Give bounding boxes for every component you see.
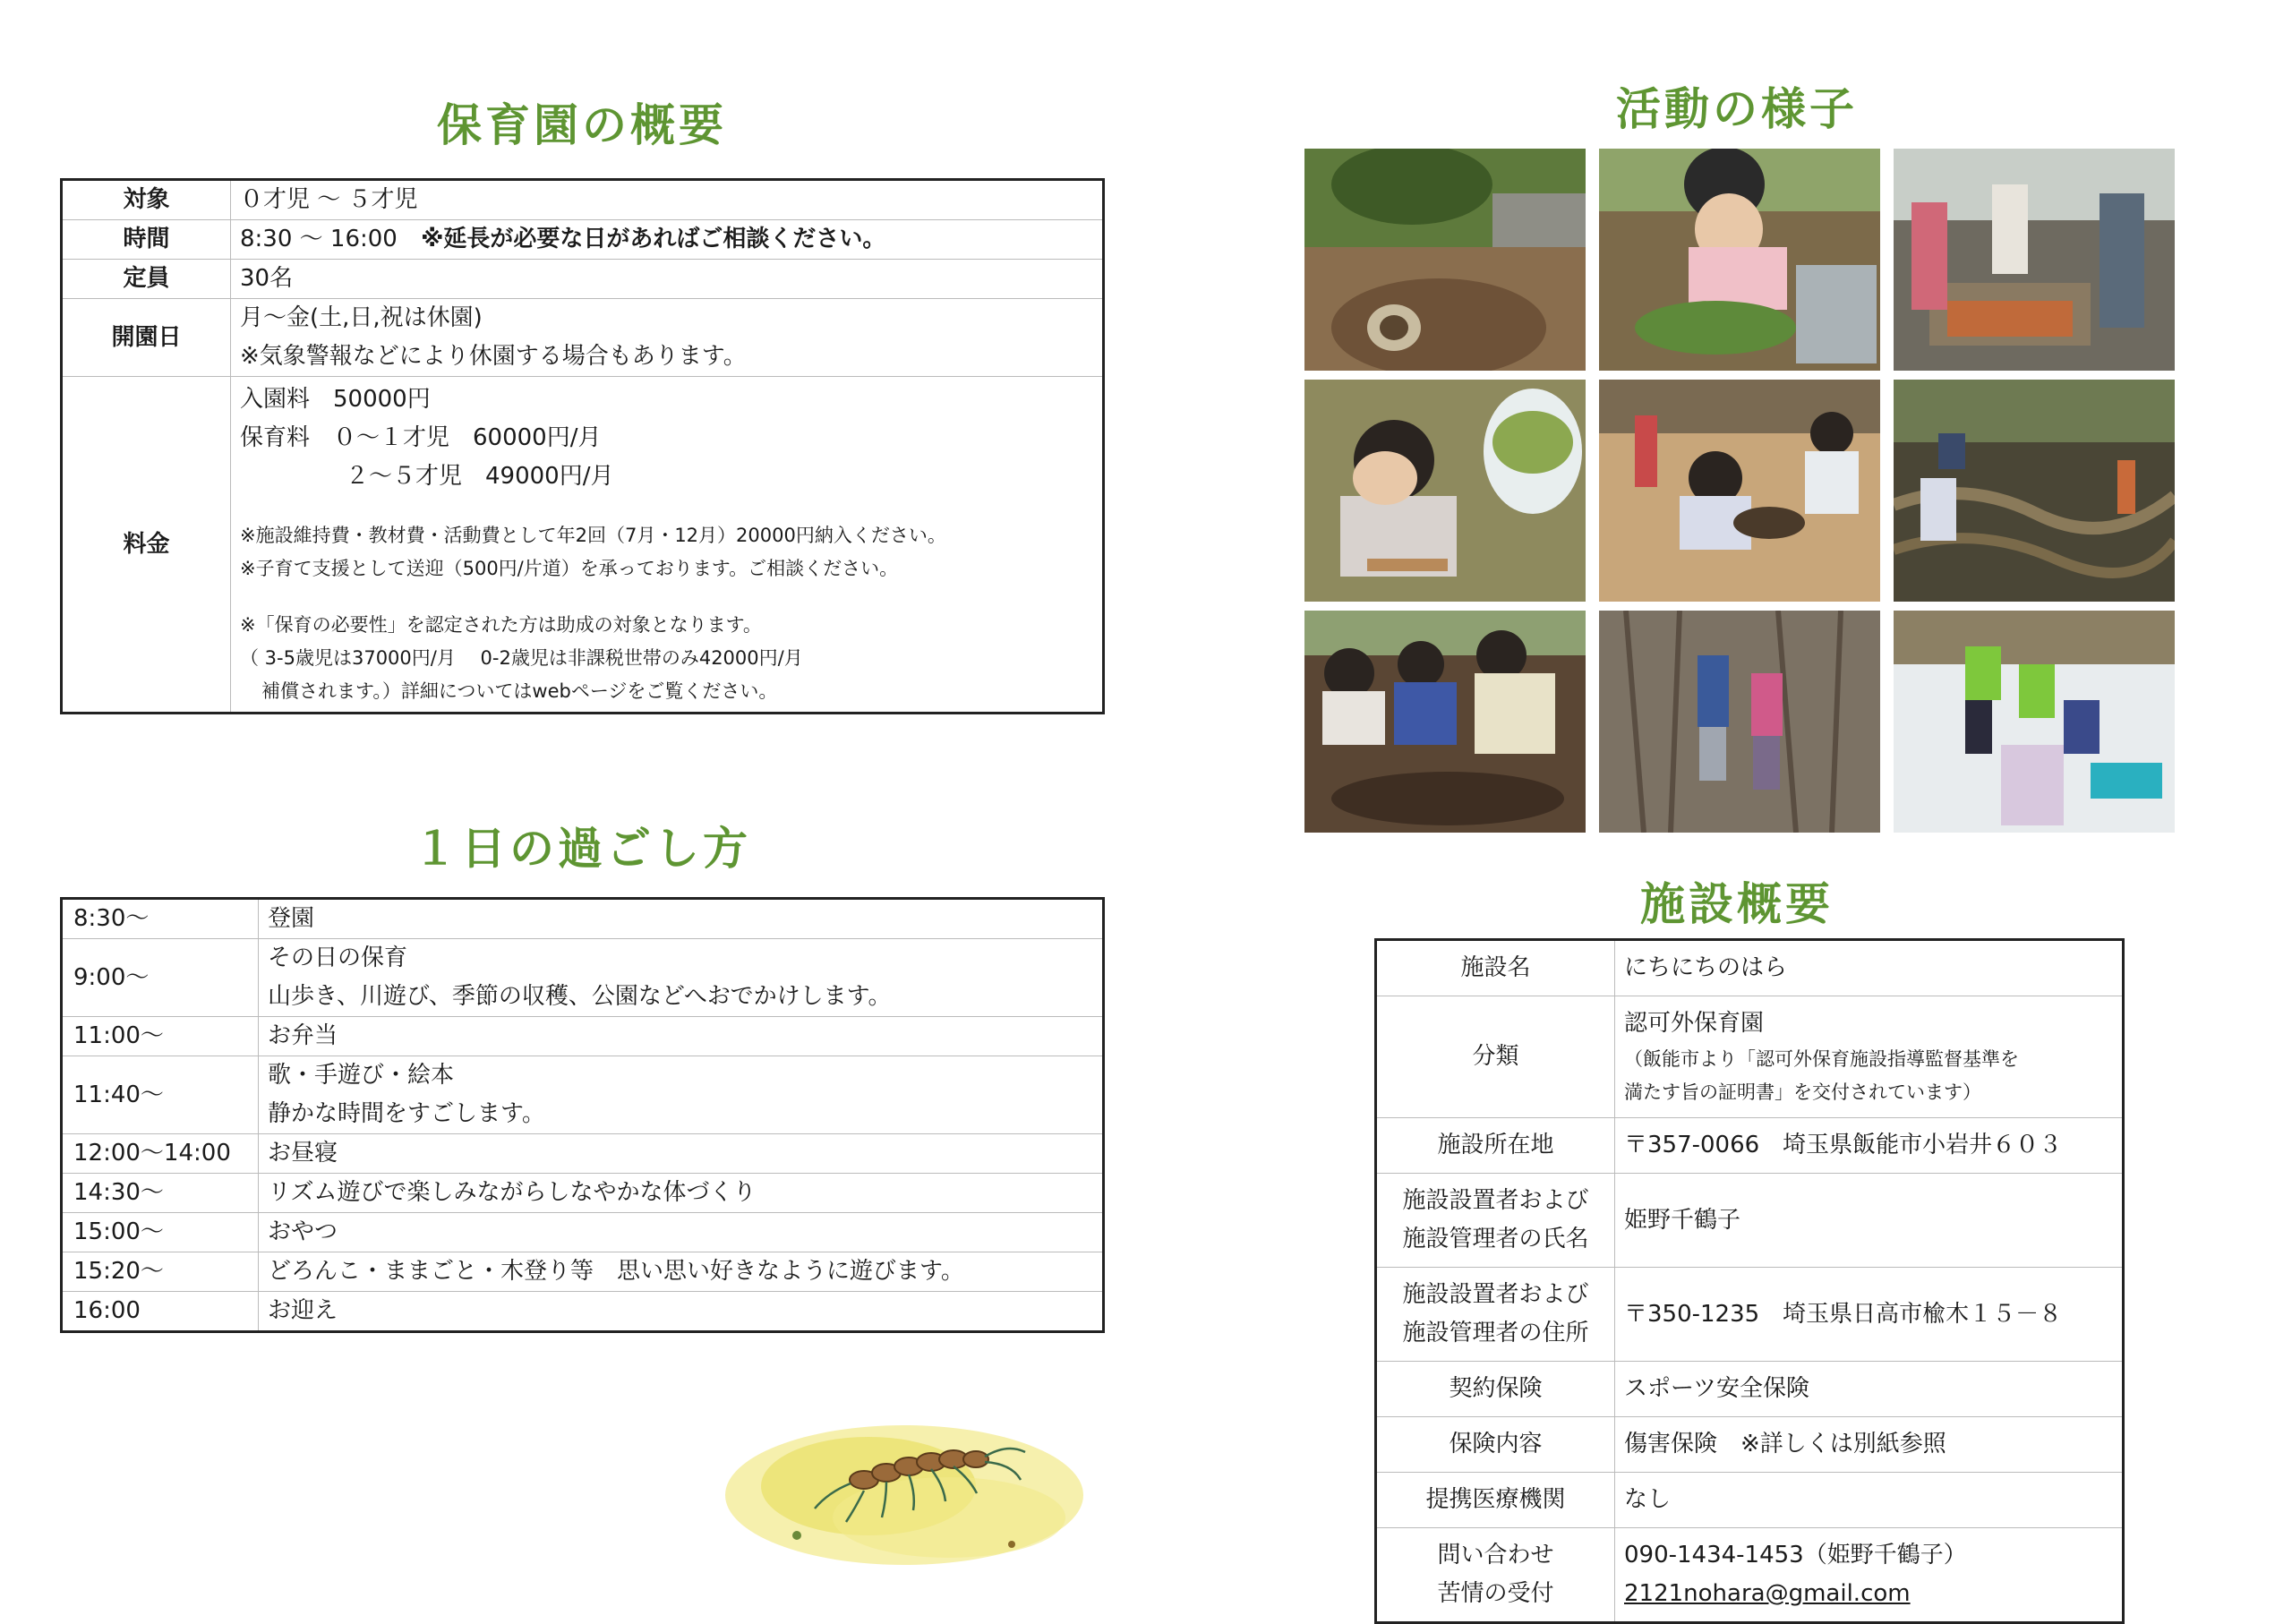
schedule-activity: お昼寝 xyxy=(259,1134,1104,1174)
schedule-time: 14:30〜 xyxy=(62,1174,259,1213)
medical-label: 提携医療機関 xyxy=(1376,1473,1615,1528)
contact-label: 問い合わせ xyxy=(1437,1542,1554,1568)
fee-label: 料金 xyxy=(62,377,231,714)
schedule-table xyxy=(60,897,1105,1333)
schedule-activity: どろんこ・ままごと・木登り等 思い思い好きなように遊びます。 xyxy=(259,1252,1104,1292)
table-row xyxy=(1376,1362,2124,1417)
location-label: 施設所在地 xyxy=(1376,1118,1615,1174)
activity-photo xyxy=(1304,611,1586,833)
contact-cell xyxy=(1615,1528,2124,1623)
fee-tuition-line: 保育料 ０〜１才児 60000円/月 xyxy=(240,424,602,451)
table-row xyxy=(62,260,1104,299)
complaint-label: 苦情の受付 xyxy=(1437,1580,1554,1607)
activity-photo xyxy=(1894,149,2175,371)
schedule-activity-cell xyxy=(259,939,1104,1017)
schedule-activity: お弁当 xyxy=(259,1017,1104,1056)
fee-note: 補償されます。）詳細についてはwebページをご覧ください。 xyxy=(261,680,778,702)
fee-note: ※施設維持費・教材費・活動費として年2回（7月・12月）20000円納入ください。 xyxy=(240,525,946,546)
facility-title: 施設概要 xyxy=(1640,878,1834,930)
fee-note: ※「保育の必要性」を認定された方は助成の対象となります。 xyxy=(240,614,762,636)
schedule-time: 11:40〜 xyxy=(62,1056,259,1134)
activity-photo xyxy=(1599,149,1880,371)
table-row xyxy=(1376,940,2124,996)
schedule-title: １日の過ごし方 xyxy=(413,823,751,875)
schedule-activity-detail: 山歩き、川遊び、季節の収穫、公園などへおでかけします。 xyxy=(268,983,892,1010)
contact-email-link[interactable]: 2121nohara@gmail.com xyxy=(1624,1580,1911,1607)
fee-note: （ 3-5歳児は37000円/月 0-2歳児は非課税世帯のみ42000円/月 xyxy=(240,647,803,669)
table-row xyxy=(1376,1268,2124,1362)
fee-entry-line: 入園料 50000円 xyxy=(240,386,431,413)
table-row xyxy=(62,1213,1104,1252)
hours-value: 8:30 〜 16:00 xyxy=(240,226,398,252)
table-row xyxy=(62,180,1104,220)
table-row xyxy=(1376,1473,2124,1528)
contact-phone: 090-1434-1453（姫野千鶴子） xyxy=(1624,1542,1967,1568)
hours-note: ※延長が必要な日があればご相談ください。 xyxy=(421,226,886,252)
owner-name-value: 姫野千鶴子 xyxy=(1615,1174,2124,1268)
category-label: 分類 xyxy=(1376,996,1615,1118)
owner-address-value: 〒350-1235 埼玉県日高市楡木１５－８ xyxy=(1615,1268,2124,1362)
table-row xyxy=(62,1174,1104,1213)
table-row xyxy=(62,1134,1104,1174)
activity-photo xyxy=(1304,380,1586,602)
spacer xyxy=(240,496,1093,519)
table-row xyxy=(62,299,1104,377)
schedule-activity: お迎え xyxy=(259,1292,1104,1332)
schedule-time: 15:20〜 xyxy=(62,1252,259,1292)
activities-title: 活動の様子 xyxy=(1616,83,1858,135)
schedule-time: 8:30〜 xyxy=(62,899,259,939)
table-row xyxy=(1376,1528,2124,1623)
spacer xyxy=(240,585,1093,609)
fee-tuition-line-2: ２〜５才児 49000円/月 xyxy=(346,463,614,490)
facility-name-label: 施設名 xyxy=(1376,940,1615,996)
target-value: ０才児 〜 ５才児 xyxy=(231,180,1104,220)
table-row xyxy=(1376,996,2124,1118)
schedule-activity-detail: 静かな時間をすごします。 xyxy=(268,1100,545,1127)
insurance-value: スポーツ安全保険 xyxy=(1615,1362,2124,1417)
overview-table xyxy=(60,178,1105,714)
activity-photo xyxy=(1599,611,1880,833)
schedule-time: 11:00〜 xyxy=(62,1017,259,1056)
owner-address-label: 施設管理者の住所 xyxy=(1402,1320,1589,1346)
schedule-time: 12:00〜14:00 xyxy=(62,1134,259,1174)
hours-cell xyxy=(231,220,1104,260)
owner-address-label-cell xyxy=(1376,1268,1615,1362)
open-days-note: ※気象警報などにより休園する場合もあります。 xyxy=(240,343,747,370)
table-row xyxy=(62,939,1104,1017)
schedule-activity: その日の保育 xyxy=(268,944,408,971)
fee-cell xyxy=(231,377,1104,714)
category-cell xyxy=(1615,996,2124,1118)
open-days-label: 開園日 xyxy=(62,299,231,377)
insurance-label: 契約保険 xyxy=(1376,1362,1615,1417)
open-days-cell xyxy=(231,299,1104,377)
table-row xyxy=(1376,1174,2124,1268)
hours-label: 時間 xyxy=(62,220,231,260)
category-note: 満たす旨の証明書」を交付されています） xyxy=(1624,1081,1981,1103)
schedule-time: 16:00 xyxy=(62,1292,259,1332)
overview-title: 保育園の概要 xyxy=(437,99,727,151)
facility-table xyxy=(1374,938,2125,1624)
table-row xyxy=(62,1292,1104,1332)
activity-photo xyxy=(1894,611,2175,833)
schedule-time: 9:00〜 xyxy=(62,939,259,1017)
fee-note: ※子育て支援として送迎（500円/片道）を承っております。ご相談ください。 xyxy=(240,558,899,579)
schedule-activity-cell xyxy=(259,1056,1104,1134)
table-row xyxy=(62,1056,1104,1134)
contact-label-cell xyxy=(1376,1528,1615,1623)
owner-name-label: 施設設置者および xyxy=(1402,1187,1589,1214)
schedule-activity: 登園 xyxy=(259,899,1104,939)
coverage-label: 保険内容 xyxy=(1376,1417,1615,1473)
owner-address-label: 施設設置者および xyxy=(1402,1281,1589,1308)
table-row xyxy=(62,220,1104,260)
table-row xyxy=(1376,1118,2124,1174)
capacity-value: 30名 xyxy=(231,260,1104,299)
target-label: 対象 xyxy=(62,180,231,220)
coverage-value: 傷害保険 ※詳しくは別紙参照 xyxy=(1615,1417,2124,1473)
schedule-time: 15:00〜 xyxy=(62,1213,259,1252)
table-row xyxy=(62,1017,1104,1056)
open-days-line: 月〜金(土,日,祝は休園) xyxy=(240,304,483,331)
location-value: 〒357-0066 埼玉県飯能市小岩井６０３ xyxy=(1615,1118,2124,1174)
table-row xyxy=(62,377,1104,714)
owner-name-label: 施設管理者の氏名 xyxy=(1402,1226,1589,1252)
medical-value: なし xyxy=(1615,1473,2124,1528)
activity-photo-grid xyxy=(1304,149,2176,833)
facility-name-value: にちにちのはら xyxy=(1615,940,2124,996)
table-row xyxy=(62,1252,1104,1292)
category-value: 認可外保育園 xyxy=(1624,1010,1765,1037)
schedule-activity: おやつ xyxy=(259,1213,1104,1252)
activity-photo xyxy=(1894,380,2175,602)
schedule-activity: リズム遊びで楽しみながらしなやかな体づくり xyxy=(259,1174,1104,1213)
schedule-activity: 歌・手遊び・絵本 xyxy=(268,1062,455,1089)
activity-photo xyxy=(1599,380,1880,602)
capacity-label: 定員 xyxy=(62,260,231,299)
owner-name-label-cell xyxy=(1376,1174,1615,1268)
table-row xyxy=(62,899,1104,939)
activity-photo xyxy=(1304,149,1586,371)
category-note: （飯能市より「認可外保育施設指導監督基準を xyxy=(1624,1048,2019,1070)
centipede-illustration xyxy=(716,1410,1101,1580)
table-row xyxy=(1376,1417,2124,1473)
